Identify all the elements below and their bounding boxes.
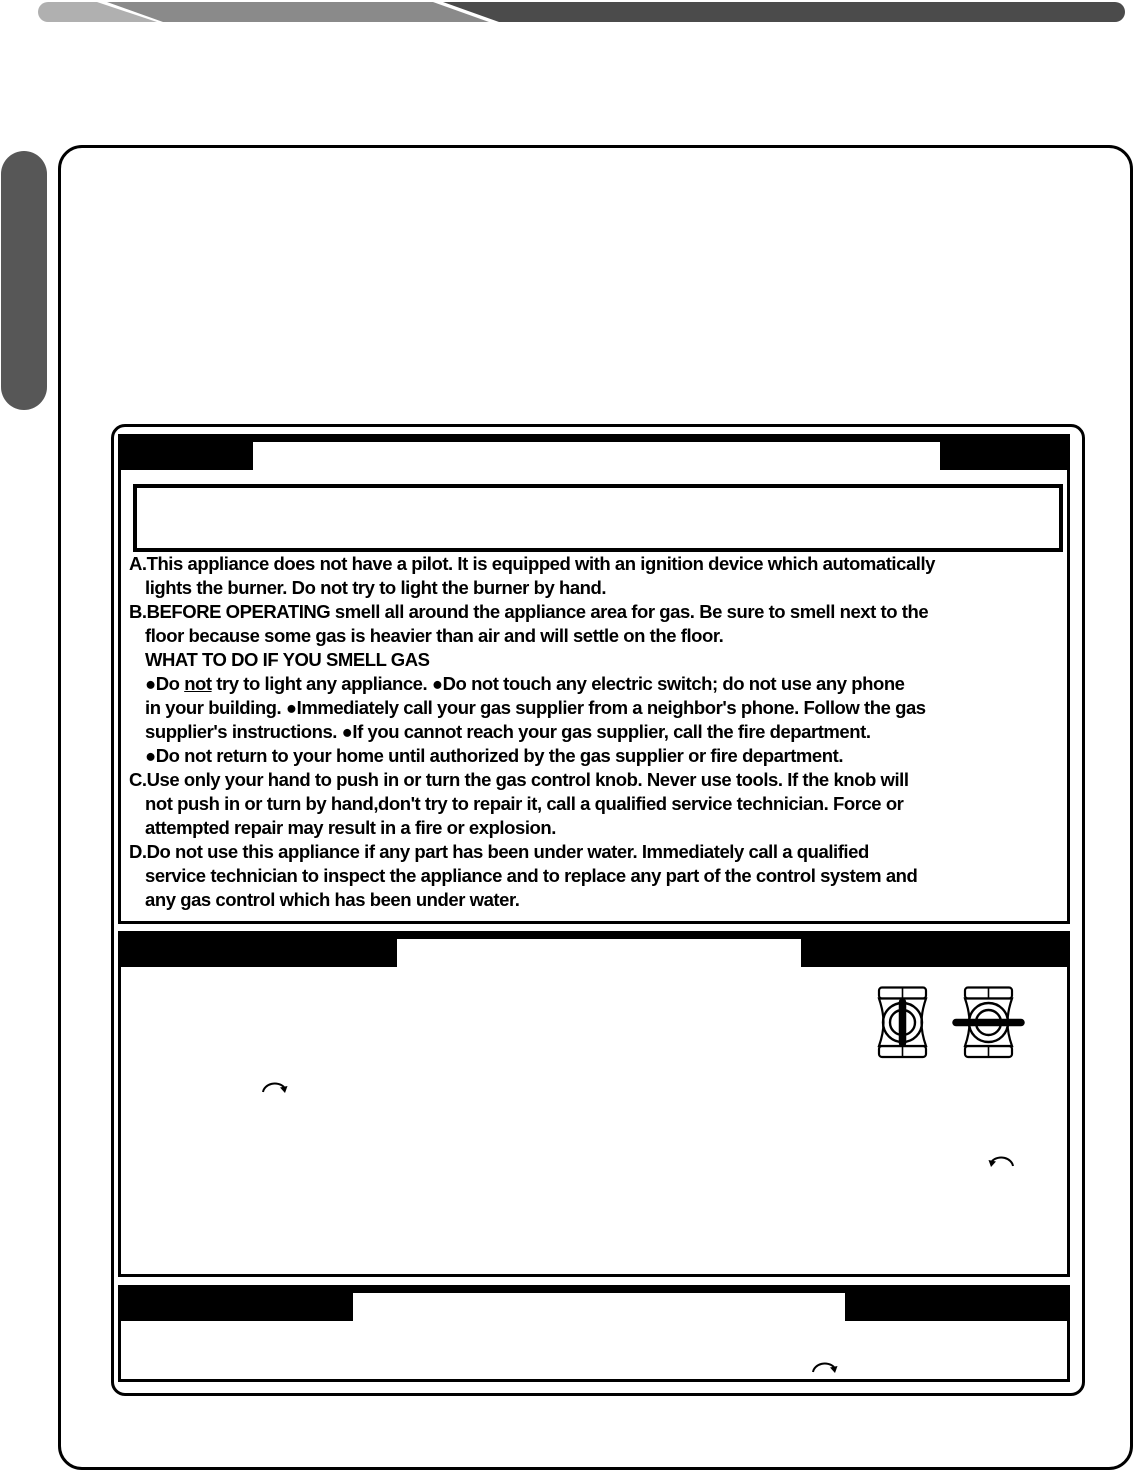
- side-tab: [1, 151, 47, 410]
- top-banner-bar: [38, 2, 1125, 22]
- safety-text-line: in your building. ●Immediately call your gas supplier from a neighbor's phone. Follow the gas: [145, 697, 926, 718]
- operating-section-header: [121, 934, 1067, 967]
- safety-text-line: not push in or turn by hand,don't try to repair it, call a qualified service technician. Force or: [145, 793, 904, 814]
- shutdown-section-header: [121, 1288, 1067, 1321]
- safety-text-line: WHAT TO DO IF YOU SMELL GAS: [145, 649, 430, 670]
- safety-text-line: A.This appliance does not have a pilot. It is equipped with an ignition device which automatically: [129, 553, 936, 574]
- safety-header-right-block: [940, 437, 1067, 470]
- safety-text-line: B.BEFORE OPERATING smell all around the appliance area for gas. Be sure to smell next to the: [129, 601, 929, 622]
- safety-text-line: service technician to inspect the appliance and to replace any part of the control system and: [145, 865, 918, 886]
- rotate-counterclockwise-arrow-icon: [985, 1149, 1017, 1176]
- safety-text-line: floor because some gas is heavier than air and will settle on the floor.: [145, 625, 724, 646]
- safety-text-line: D.Do not use this appliance if any part has been under water. Immediately call a qualified: [129, 841, 869, 862]
- safety-text-line: any gas control which has been under water.: [145, 889, 520, 910]
- rotate-clockwise-arrow-icon: [809, 1355, 841, 1382]
- safety-header-left-block: [121, 437, 253, 470]
- header-strip: [121, 437, 1067, 442]
- safety-text: [129, 552, 1067, 912]
- gas-knob-icons: [874, 986, 1017, 1059]
- shutdown-header-right-block: [845, 1288, 1067, 1321]
- safety-text-line: lights the burner. Do not try to light the burner by hand.: [145, 577, 607, 598]
- operating-header-left-block: [121, 934, 397, 967]
- safety-text-line: ●Do not try to light any appliance. ●Do not touch any electric switch; do not use any phone: [145, 673, 905, 694]
- gas-knob-horizontal-icon: [960, 986, 1017, 1059]
- safety-text-line: supplier's instructions. ●If you cannot reach your gas supplier, call the fire department.: [145, 721, 871, 742]
- shutdown-section: [118, 1285, 1070, 1382]
- shutdown-header-left-block: [121, 1288, 353, 1321]
- warning-notice-box: [133, 484, 1063, 552]
- safety-section-header: [121, 437, 1067, 470]
- operating-header-right-block: [801, 934, 1067, 967]
- rotate-clockwise-arrow-icon: [259, 1075, 291, 1102]
- safety-text-line: C.Use only your hand to push in or turn the gas control knob. Never use tools. If the knob will: [129, 769, 909, 790]
- safety-notice-section: [118, 434, 1070, 924]
- gas-knob-vertical-icon: [874, 986, 931, 1059]
- operating-section: [118, 931, 1070, 1277]
- safety-text-line: ●Do not return to your home until authorized by the gas supplier or fire department.: [145, 745, 844, 766]
- safety-text-line: attempted repair may result in a fire or explosion.: [145, 817, 556, 838]
